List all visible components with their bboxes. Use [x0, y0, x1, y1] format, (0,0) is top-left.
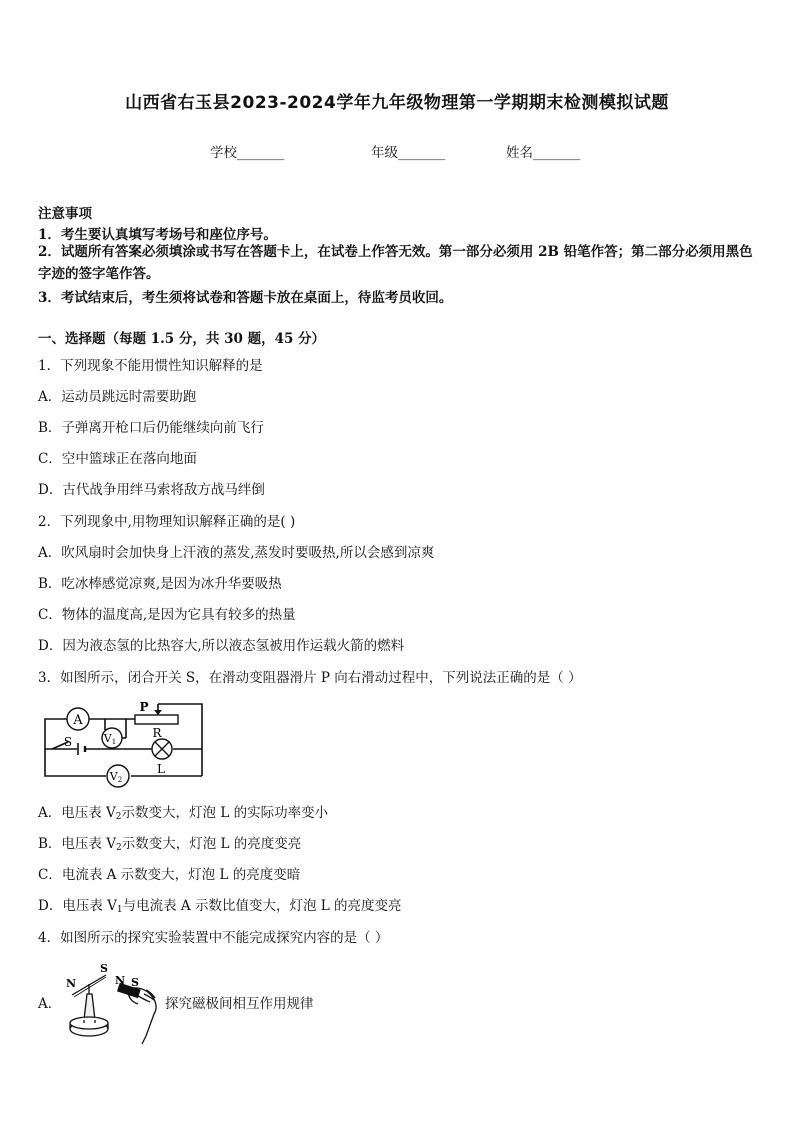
label-L: L — [157, 762, 165, 776]
note-item-1: 1．考生要认真填写考场号和座位序号。 — [38, 227, 277, 243]
question-2-option-d: D．因为液态氢的比热容大,所以液态氢被用作运载火箭的燃料 — [38, 638, 405, 654]
voltmeter-v2-label: V2 — [109, 770, 123, 784]
question-4-option-a-text: 探究磁极间相互作用规律 — [165, 996, 314, 1012]
question-3-option-d: D．电压表 $V_1$与电流表 A 示数比值变大，灯泡 L 的亮度变亮 — [38, 898, 402, 915]
question-3-option-c: C．电流表 A 示数变大，灯泡 L 的亮度变暗 — [38, 867, 301, 883]
school-field[interactable]: 学校_______ — [210, 145, 285, 161]
question-1-option-d: D．古代战争用绊马索将敌方战马绊倒 — [38, 482, 265, 498]
question-1-stem: 1．下列现象不能用惯性知识解释的是 — [38, 358, 263, 374]
hand-outline — [128, 988, 156, 1044]
question-2-option-b: B．吃冰棒感觉凉爽,是因为冰升华要吸热 — [38, 576, 282, 592]
page-title: 山西省右玉县2023-2024学年九年级物理第一学期期末检测模拟试题 — [125, 93, 669, 113]
circuit-wire-right — [177, 704, 202, 776]
magnet-pole-s: S — [131, 976, 139, 989]
ammeter-label: A — [73, 713, 83, 728]
question-2-stem: 2．下列现象中,用物理知识解释正确的是( ) — [38, 514, 296, 530]
needle-stand-cone — [84, 994, 95, 1020]
label-R: R — [152, 726, 162, 740]
voltmeter-v1-label: V1 — [103, 732, 117, 746]
name-field[interactable]: 姓名_______ — [506, 145, 581, 161]
magnet-pole-n: N — [115, 974, 126, 987]
question-3-stem: 3．如图所示，闭合开关 S，在滑动变阻器滑片 P 向右滑动过程中，下列说法正确的是（ ） — [38, 670, 582, 686]
question-1-option-c: C．空中篮球正在落向地面 — [38, 451, 197, 467]
notes-heading: 注意事项 — [38, 206, 92, 222]
label-S: S — [63, 735, 73, 749]
circuit-diagram — [40, 698, 210, 790]
magnet-experiment-figure — [62, 964, 166, 1046]
needle-stand-base-top — [70, 1017, 108, 1029]
student-info-row — [0, 141, 794, 161]
question-2-option-a: A．吹风扇时会加快身上汗液的蒸发,蒸发时要吸热,所以会感到凉爽 — [38, 545, 435, 561]
question-2-option-c: C．物体的温度高,是因为它具有较多的热量 — [38, 607, 296, 623]
question-4-stem: 4．如图所示的探究实验装置中不能完成探究内容的是（ ） — [38, 930, 389, 946]
section-heading: 一、选择题（每题 1.5 分，共 30 题，45 分） — [38, 331, 326, 347]
needle-pole-s: S — [100, 964, 108, 975]
rheostat-R — [135, 715, 178, 724]
note-item-2: 2．试题所有答案必须填涂或书写在答题卡上，在试卷上作答无效。第一部分必须用 2B 铅笔作答；第二部分必须用黑色字迹的签字笔作答。 — [38, 244, 753, 282]
label-P: P — [139, 700, 149, 714]
rheostat-slider-tip — [154, 710, 162, 715]
note-item-3: 3．考试结束后，考生须将试卷和答题卡放在桌面上，待监考员收回。 — [38, 290, 453, 306]
question-1-option-b: B．子弹离开枪口后仍能继续向前飞行 — [38, 420, 264, 436]
question-1-option-a: A．运动员跳远时需要助跑 — [38, 389, 197, 405]
grade-field[interactable]: 年级_______ — [371, 145, 446, 161]
needle-pole-n: N — [66, 977, 77, 990]
question-3-option-a: A．电压表 $V_2$示数变大，灯泡 L 的实际功率变小 — [38, 805, 329, 822]
question-4-option-a-label: A． — [38, 996, 62, 1012]
question-3-option-b: B．电压表 $V_2$示数变大，灯泡 L 的亮度变亮 — [38, 836, 302, 853]
